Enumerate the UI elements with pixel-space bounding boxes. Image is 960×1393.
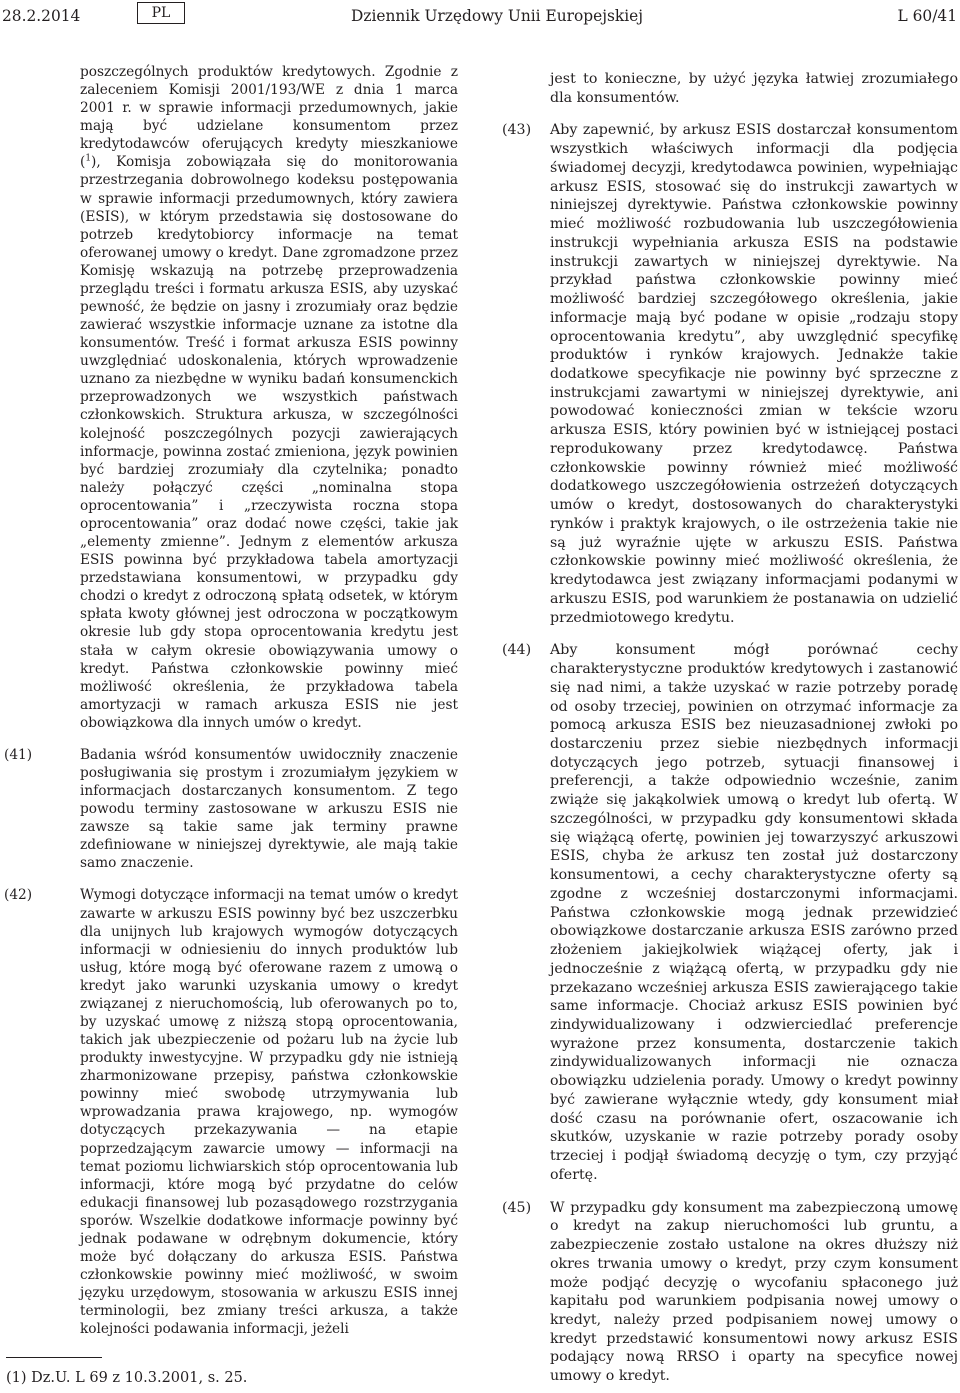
footnote-reference: 1 (85, 153, 92, 164)
recital-43 (502, 121, 958, 627)
footnote-marker: (1) (6, 1370, 27, 1386)
recital-44 (502, 641, 958, 1184)
recital-text: W przypadku gdy konsument ma zabezpieczoną umowę o kredyt na zakup nieruchomości lub gruntu, a zabezpieczenie zostało ustalone na okres dłuższy niż okres trwania umowy o kredyt, przy czym konsument może podjąć decyzję o wycofaniu spłaconego już kapitału pod warunkiem podpisania nowej umowy o kredyt, należy przed podpisaniem nowej umowy o kredyt przedstawić konsumentowi nowy arkusz ESIS podający nową RRSO i oparty na specyfice nowej umowy o kredyt. (550, 1199, 958, 1385)
publication-date: 28.2.2014 (2, 7, 81, 25)
recital-text: Aby konsument mógł porównać cechy charakterystyczne produktów kredytowych i zastanowić się nad nimi, a także uzyskać w razie potrzeby poradę od osoby trzeciej, powinien on otrzymać informacje za pomocą arkusza ESIS bez nieuzasadnionej zwłoki po dostarczeniu przez siebie niezbędnych informacji dotyczących jego potrzeb, sytuacji finansowej i preferencji, a także odpowiednio wcześnie, zanim zwiąże się jakąkolwiek umową o kredyt lub ofertą. W szczególności, w przypadku gdy konsumentowi składa się wiążącą ofertę, powinien jej towarzyszyć arkuszowi ESIS, chyba że arkusz ten został już dostarczony konsumentowi, a cechy charakterystyczne oferty są zgodne z wcześniej dostarczonymi informacjami. Państwa członkowskie mogą jednak przewidzieć obowiązkowe dostarczanie arkusza ESIS zarówno przed złożeniem jakiejkolwiek wiążącej oferty, jak i jednocześnie z wiążącą ofertą, w przypadku gdy nie przekazano wcześniej arkusza ESIS zawierającego takie same informacje. Chociaż arkusz ESIS powinien być zindywidualizowany i odzwierciedlać preferencje wyrażone przez konsumenta, dostarczenie takich zindywidualizowanych informacji nie oznacza obowiązku udzielenia porady. Umowy o kredyt powinny być zawierane wyłącznie wtedy, gdy konsument miał dość czasu na porównanie ofert, oszacowanie ich skutków, uzyskanie w razie potrzeby porady osoby trzeciej i podjął świadomą decyzję o tym, czy przyjąć ofertę. (550, 642, 958, 1183)
recital-number: (45) (502, 1199, 532, 1216)
recital-number: (41) (4, 746, 33, 763)
recital-number: (42) (4, 887, 33, 904)
footnote-divider (6, 1357, 102, 1358)
page-reference: L 60/41 (897, 7, 957, 25)
footnote-text: Dz.U. L 69 z 10.3.2001, s. 25. (31, 1370, 248, 1386)
footnote (6, 1368, 247, 1388)
recital-number: (44) (502, 642, 532, 659)
recital-text: Wymogi dotyczące informacji na temat umów o kredyt zawarte w arkuszu ESIS powinny być bez uszczerbku dla unijnych lub krajowych wymogów dotyczących informacji w odniesieniu do innych produktów lub usług, które mogą być oferowane razem z umową o kredyt jako warunki uzyskania umowy o kredyt związanej z nieruchomością, lub oferowanych po to, by uzyskać umowę z niższą stopą oprocentowania, takich jak ubezpieczenie od pożaru lub na życie lub produkty inwestycyjne. W przypadku gdy nie istnieją zharmonizowane przepisy, państwa członkowskie powinny mieć swobodę utrzymywania lub wprowadzania prawa krajowego, np. wymogów dotyczących przekazywania — na etapie poprzedzającym zawarcie umowy — informacji na temat poziomu lichwiarskich stóp oprocentowania lub informacji, które mogą być przydatne do celów edukacji finansowej lub pozasądowego rozstrzygania sporów. Wszelkie dodatkowe informacje powinny być jednak podawane w odrębnym dokumencie, który może być dołączany do arkusza ESIS. Państwa członkowskie powinny mieć możliwość, w swoim języku urzędowym, stosowania w arkuszu ESIS innej terminologii, bez zmiany treści arkusza, a także kolejności podawania informacji, jeżeli (80, 887, 458, 1338)
left-column (4, 63, 458, 1338)
page-header (0, 0, 960, 36)
journal-title: Dziennik Urzędowy Unii Europejskiej (351, 7, 644, 25)
recital-41 (4, 746, 458, 873)
left-intro-paragraph: poszczególnych produktów kredytowych. Zgodnie z zaleceniem Komisji 2001/193/WE z dnia 1 marca 2001 r. w sprawie informacji przedumownych, jakie mają być udzielane konsumentom przez kredytodawców oferujących kredyty mieszkaniowe ($^1$), Komisja zobowiązała się do monitorowania przestrzegania dobrowolnego kodeksu postępowania w sprawie informacji przedumownych, który zawiera (ESIS), w którym przedstawia się dostosowane do potrzeb kredytobiorcy informacje na temat oferowanej umowy o kredyt. Dane zgromadzone przez Komisję wskazują na potrzebę przeprowadzenia przeglądu treści i formatu arkusza ESIS, aby uzyskać pewność, że będzie on jasny i zrozumiały oraz będzie zawierać wszystkie informacje uznane za istotne dla konsumentów. Treść i format arkusza ESIS powinny uwzględniać udoskonalenia, których wprowadzenie uznano za niezbędne w wyniku badań konsumenckich przeprowadzonych we wszystkich państwach członkowskich. Struktura arkusza, w szczególności kolejność poszczególnych pozycji zawierających informacje, powinna zostać zmieniona, język powinien być bardziej zrozumiały dla czytelnika; ponadto należy połączyć części „nominalna stopa oprocentowania” i „rzeczywista roczna stopa oprocentowania” oraz dodać nowe części, takie jak „elementy zmienne”. Jednym z elementów arkusza ESIS powinna być przykładowa tabela amortyzacji przedstawiana konsumentowi, w przypadku gdy chodzi o kredyt z odroczoną spłatą odsetek, w którym spłata kwoty głównej jest odroczona w początkowym okresie lub gdy stopa oprocentowania kredytu jest stała w całym okresie obowiązywania umowy o kredyt. Państwa członkowskie powinny mieć możliwość określenia, że przykładowa tabela amortyzacji w ramach arkusza ESIS nie jest obowiązkowa dla innych umów o kredyt. (80, 64, 458, 731)
right-intro-paragraph: jest to konieczne, by użyć języka łatwiej zrozumiałego dla konsumentów. (550, 71, 958, 106)
recital-45 (502, 1199, 958, 1386)
recital-42 (4, 886, 458, 1338)
language-badge: PL (137, 2, 185, 24)
recital-text: Badania wśród konsumentów uwidoczniły znaczenie posługiwania się prostym i zrozumiałym językiem w informacjach dostarczanych konsumentom. Z tego powodu terminy zastosowane w arkuszu ESIS nie zawsze są takie same jak terminy prawne zdefiniowane w niniejszej dyrektywie, ale mają takie samo znaczenie. (80, 746, 458, 872)
recital-number: (43) (502, 122, 532, 139)
recital-text: Aby zapewnić, by arkusz ESIS dostarczał konsumentom wszystkich właściwych informacji dla podjęcia świadomej decyzji, kredytodawca powinien, wypełniając arkusz ESIS, stosować się do instrukcji zawartych w niniejszej dyrektywie. Państwa członkowskie powinny mieć możliwość rozbudowania lub uszczegółowienia instrukcji wypełniania arkusza ESIS na podstawie instrukcji zawartych w niniejszej dyrektywie. Na przykład państwa członkowskie powinny mieć możliwość bardziej szczegółowego określenia, jakie informacje mają być podane w opisie „rodzaju stopy oprocentowania kredytu”, aby uwzględnić specyfikę produktów i rynków krajowych. Jednakże takie dodatkowe specyfikacje nie powinny być sprzeczne z instrukcjami zawartymi w niniejszej dyrektywie, ani powodować konieczności zmian w tekście wzoru arkusza ESIS, który powinien być w istniejącej postaci reprodukowany przez kredytodawcę. Państwa członkowskie powinny również mieć możliwość dodatkowego uszczegółowienia ostrzeżeń dotyczących umów o kredyt, dostosowanych do charakterystyki rynków i praktyk krajowych, o ile ostrzeżenia takie nie są już wyraźnie ujęte w arkuszu ESIS. Państwa członkowskie powinny mieć możliwość określenia, że kredytodawca jest związany informacjami podanymi w arkuszu ESIS, pod warunkiem że postanawia on udzielić przedmiotowego kredytu. (550, 122, 958, 626)
right-column (502, 70, 958, 1386)
